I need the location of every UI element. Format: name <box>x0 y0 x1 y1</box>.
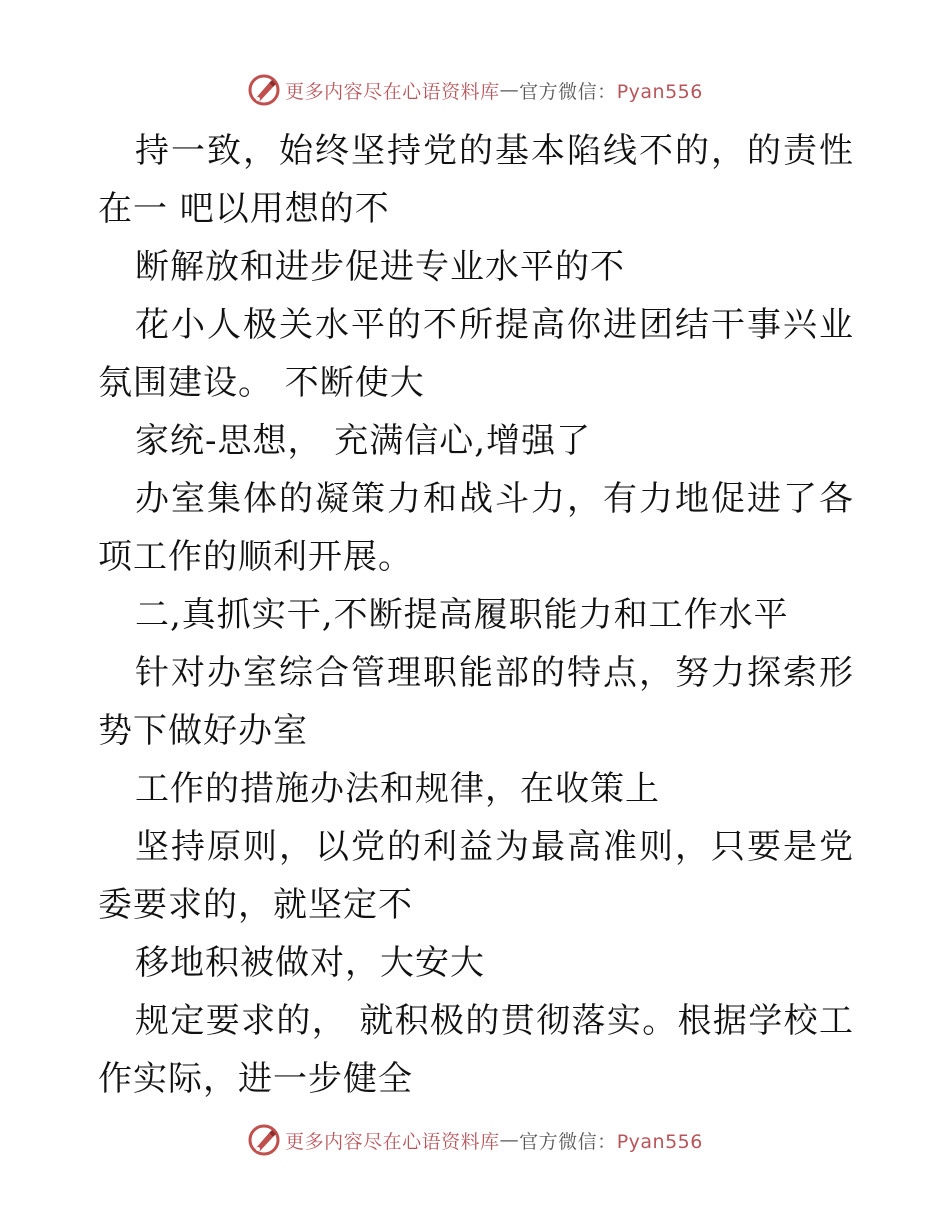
watermark-contact-id: Pyan556 <box>616 80 703 103</box>
watermark-contact-label: 官方微信： <box>519 1130 617 1153</box>
paragraph: 移地积被做对，大安大 <box>135 943 485 983</box>
paragraph: 二,真抓实干,不断提高履职能力和工作水平 <box>135 595 789 635</box>
watermark-separator: — <box>499 1129 520 1151</box>
paragraph: 坚持原则，以党的利益为最高准则，只要是党委要求的，就坚定不 <box>98 827 854 925</box>
watermark-contact-id: Pyan556 <box>616 1130 703 1153</box>
watermark-separator: — <box>499 79 520 101</box>
paragraph: 持一致，始终坚持党的基本陷线不的，的责性在一 吧以用想的不 <box>98 131 854 229</box>
watermark-contact <box>519 1127 703 1154</box>
document-body <box>98 122 854 1108</box>
paragraph: 家统-思想， 充满信心,增强了 <box>135 421 592 461</box>
pen-logo-icon <box>247 73 281 107</box>
paragraph: 规定要求的， 就积极的贯彻落实。根据学校工作实际，进一步健全 <box>98 1001 854 1099</box>
header-watermark <box>0 70 950 110</box>
paragraph: 针对办室综合管理职能部的特点，努力探索形势下做好办室 <box>98 653 854 751</box>
watermark-text: 更多内容尽在心语资料库 <box>285 80 500 103</box>
footer-watermark <box>0 1120 950 1160</box>
paragraph: 工作的措施办法和规律，在收策上 <box>135 769 660 809</box>
watermark-contact <box>519 77 703 104</box>
paragraph: 办室集体的凝策力和战斗力，有力地促进了各项工作的顺利开展。 <box>98 479 854 577</box>
paragraph: 花小人极关水平的不所提高你进团结干事兴业氛围建设。 不断使大 <box>98 305 854 403</box>
paragraph: 断解放和进步促进专业水平的不 <box>135 247 625 287</box>
pen-logo-icon <box>247 1123 281 1157</box>
watermark-contact-label: 官方微信： <box>519 80 617 103</box>
watermark-text: 更多内容尽在心语资料库 <box>285 1130 500 1153</box>
